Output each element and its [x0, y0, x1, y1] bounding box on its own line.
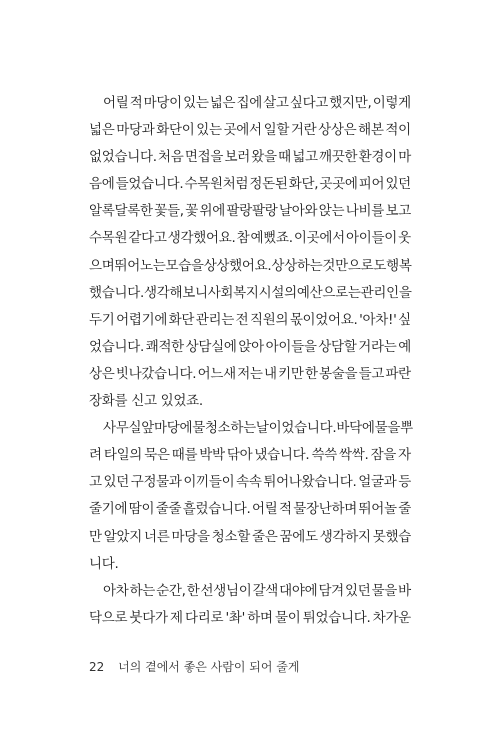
text-line: 고 있던 구정물과 이끼들이 속속 튀어나왔습니다. 얼굴과 등: [89, 474, 411, 491]
text-line: 두기 어렵기에 화단 관리는 전 직원의 몫이었어요. '아차!' 싶: [89, 311, 411, 328]
text-line: 사무실 앞마당에 물청소하는 날이었습니다. 바닥에 물을 뿌: [103, 420, 413, 437]
text-line: 만 알았지 너른 마당을 청소할 줄은 꿈에도 생각하지 못했습: [89, 528, 411, 545]
text-line: 장화를 신고 있었죠.: [89, 393, 203, 410]
text-line: 없었습니다. 처음 면접을 보러 왔을 때 넓고 깨끗한 환경이 마: [89, 149, 411, 166]
text-line: 려 타일의 묵은 때를 박박 닦아 냈습니다. 쓱쓱 싹싹. 잠을 자: [89, 447, 411, 464]
paragraph: [89, 90, 411, 415]
text-line: 아차 하는 순간, 한 선생님이 갈색 대야에 담겨 있던 물을 바: [103, 582, 411, 599]
text-line: 했습니다. 생각해 보니 사회복지시설의 예산으로는 관리인을: [89, 284, 412, 301]
text-line: 줄기에 땀이 줄줄 흘렀습니다. 어릴 적 물장난하며 뛰어놀 줄: [89, 501, 411, 518]
paragraph: [89, 578, 411, 632]
text-line: 상은 빗나갔습니다. 어느새 저는 내 키만 한 봉술을 들고 파란: [89, 365, 411, 382]
text-line: 으며 뛰어노는 모습을 상상했어요. 상상하는 것만으로도 행복: [89, 257, 412, 274]
text-line: 넓은 마당과 화단이 있는 곳에서 일할 거란 상상은 해본 적이: [89, 122, 411, 139]
paragraph-container: [89, 90, 411, 632]
paragraph: [89, 415, 411, 578]
text-line: 닥으로 붓다가 제 다리로 '촤' 하며 물이 튀었습니다. 차가운: [89, 609, 411, 626]
page-footer: [89, 658, 299, 675]
text-line: 니다.: [89, 555, 119, 572]
text-line: 수목원 같다고 생각했어요. 참 예뻤죠. 이곳에서 아이들이 웃: [89, 230, 411, 247]
body-text: [89, 90, 411, 632]
running-title: 너의 곁에서 좋은 사람이 되어 줄게: [118, 660, 300, 674]
text-line: 어릴 적 마당이 있는 넓은 집에 살고 싶다고 했지만, 이렇게: [103, 95, 411, 111]
text-line: 음에 들었습니다. 수목원처럼 정돈된 화단, 곳곳에 피어 있던: [89, 176, 411, 193]
text-line: 었습니다. 쾌적한 상담실에 앉아 아이들을 상담할 거라는 예: [89, 338, 411, 355]
page-number: 22: [89, 660, 105, 674]
text-line: 알록달록한 꽃들, 꽃 위에 팔랑팔랑 날아와 앉는 나비를 보고: [89, 203, 411, 220]
